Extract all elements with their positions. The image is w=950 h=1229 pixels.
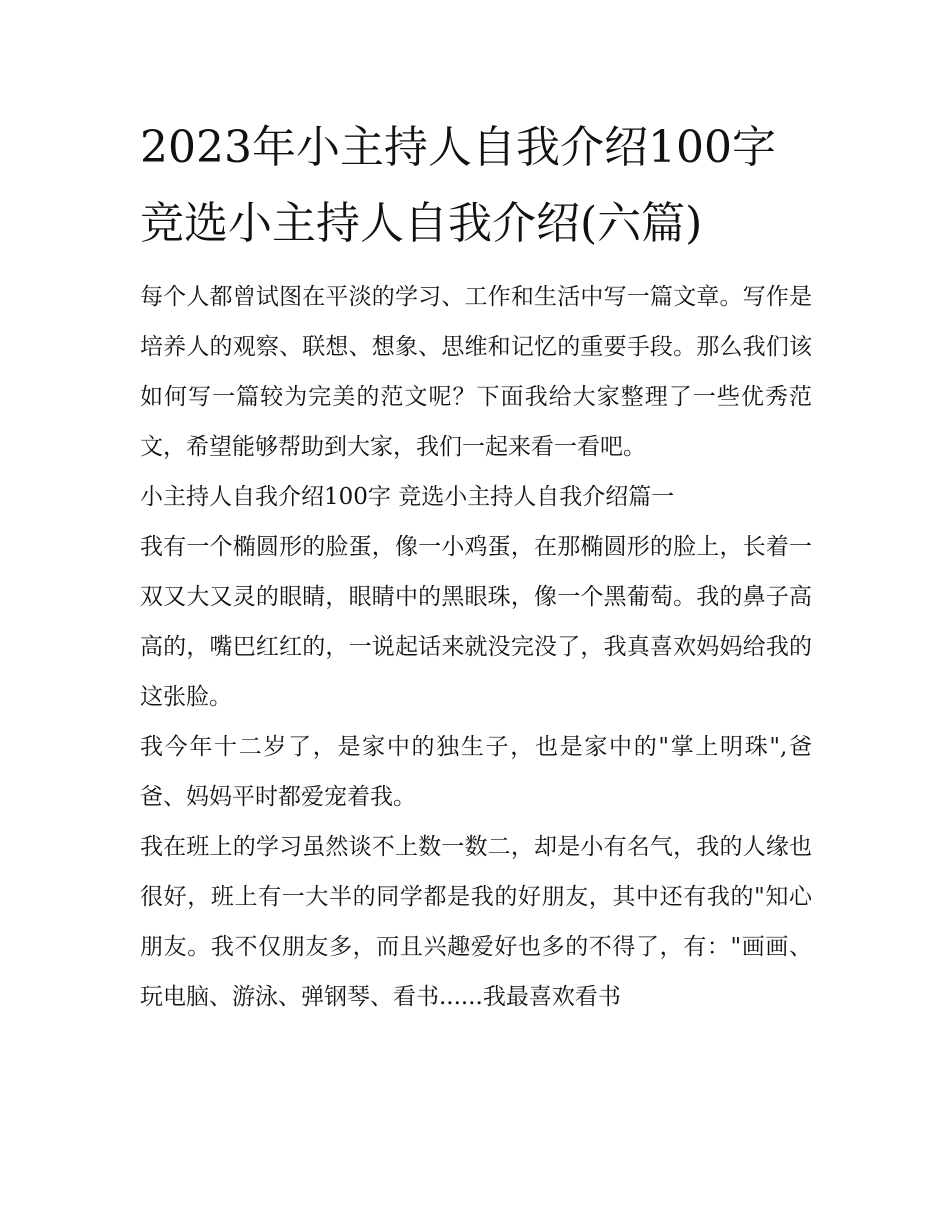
body-paragraph: 我今年十二岁了，是家中的独生子，也是家中的"掌上明珠",爸爸、妈妈平时都爱宠着我。 xyxy=(140,734,812,810)
section-heading: 小主持人自我介绍100字 竞选小主持人自我介绍篇一 xyxy=(140,484,675,510)
intro-paragraph: 每个人都曾试图在平淡的学习、工作和生活中写一篇文章。写作是培养人的观察、联想、想象、思维和记忆的重要手段。那么我们该如何写一篇较为完美的范文呢？下面我给大家整理了一些优秀范文，希望能够帮助到大家，我们一起来看一看吧。 xyxy=(140,284,812,460)
document-title: 2023年小主持人自我介绍100字 竞选小主持人自我介绍(六篇) xyxy=(140,122,776,249)
document-page xyxy=(140,110,812,1022)
body-paragraph: 我有一个椭圆形的脸蛋，像一小鸡蛋，在那椭圆形的脸上，长着一双又大又灵的眼睛，眼睛中的黑眼珠，像一个黑葡萄。我的鼻子高高的，嘴巴红红的，一说起话来就没完没了，我真喜欢妈妈给我的这张脸。 xyxy=(140,534,812,710)
body-paragraph: 我在班上的学习虽然谈不上数一数二，却是小有名气，我的人缘也很好，班上有一大半的同学都是我的好朋友，其中还有我的"知心朋友。我不仅朋友多，而且兴趣爱好也多的不得了，有："画画、玩电脑、游泳、弹钢琴、看书......我最喜欢看书 xyxy=(140,834,812,1010)
